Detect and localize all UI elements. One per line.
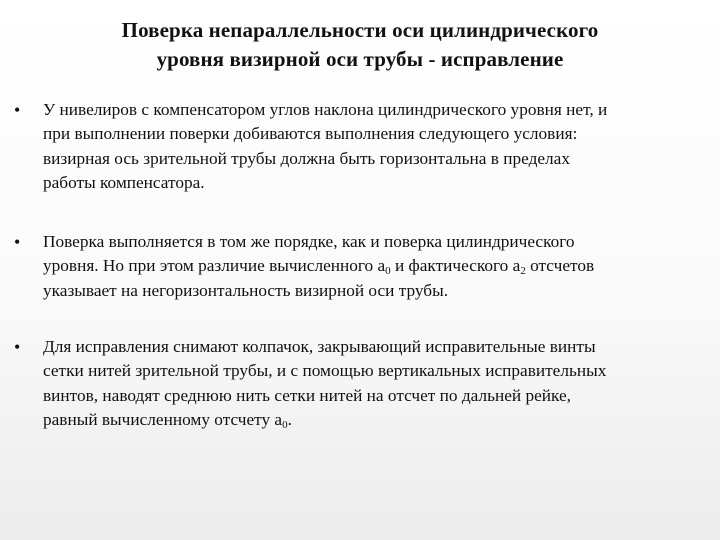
bullet-1-line-2: при выполнении поверки добиваются выполнения следующего условия: [43,124,578,144]
bullet-3-line-3: винтов, наводят среднюю нить сетки нитей на отсчет по дальней рейке, [43,385,571,405]
title-line-1: Поверка непараллельности оси цилиндрического [121,18,599,42]
bullet-2-line-2-part-a: уровня. Но при этом различие вычисленного a [43,256,386,276]
bullet-1-line-1: У нивелиров с компенсатором углов наклона цилиндрического уровня нет, и [43,100,608,119]
bullet-2-line-2 [43,254,715,278]
subscript-a2: 2 [520,265,526,278]
bullet-2-line-3: указывает на негоризонтальность визирной оси трубы. [43,280,449,300]
subscript-a0: 0 [282,419,288,432]
title-line-2: уровня визирной оси трубы - исправление [156,47,564,71]
subscript-a0: 0 [385,265,391,278]
bullet-3-line-4-part-b: . [287,410,292,430]
bullet-2-line-1: Поверка выполняется в том же порядке, как и поверка цилиндрического [43,232,575,251]
bullet-marker: • [14,337,21,357]
bullet-3-line-1: Для исправления снимают колпачок, закрывающий исправительные винты [43,337,596,356]
bullet-1-line-3: визирная ось зрительной трубы должна быть горизонтальна в пределах [43,148,570,168]
bullet-3-line-2: сетки нитей зрительной трубы, и с помощью вертикальных исправительных [43,361,607,381]
bullet-1-line-4: работы компенсатора. [43,173,205,193]
bullet-text-2 [43,230,715,303]
bullet-text-1 [43,98,715,196]
bullet-3-line-4 [43,408,715,432]
slide-title [60,16,660,74]
bullet-marker: • [14,100,21,120]
bullet-3-line-4-part-a: равный вычисленному отсчету a [43,410,283,430]
bullet-2-line-2-part-b: и фактического a [390,256,521,276]
bullet-marker: • [14,232,21,252]
bullet-2-line-2-part-c: отсчетов [525,256,595,276]
bullet-text-3 [43,335,715,433]
